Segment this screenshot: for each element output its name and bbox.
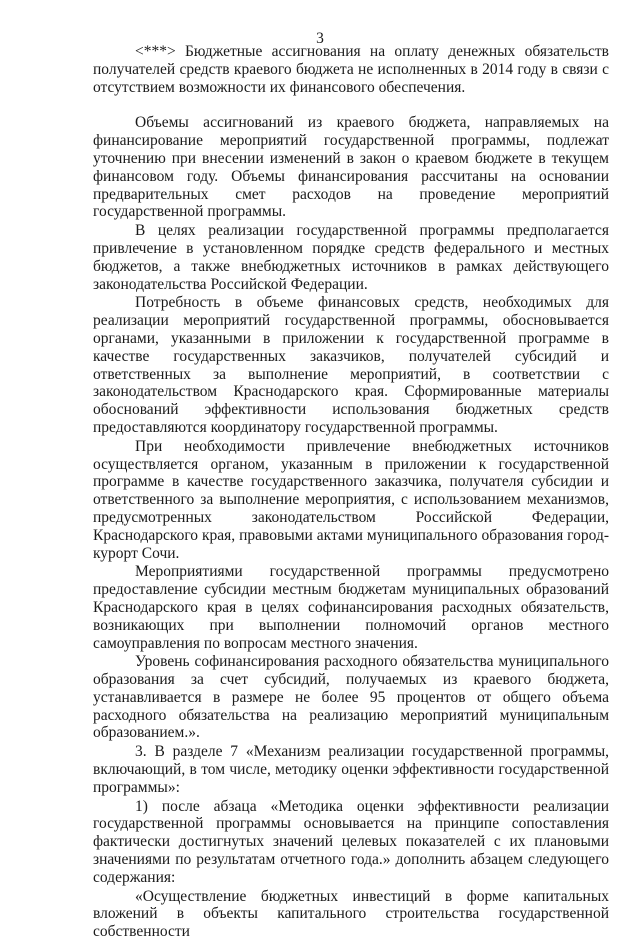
paragraph-financial-needs: Потребность в объеме финансовых средств, необходимых для реализации мероприятий государственной программы, обосновывается органами, указанными в приложении к государственной программе в качестве государственных заказчиков, получателей субсидий и ответственных за выполнение мероприятий, в соответствии с законодательством Краснодарского края. Сформированные материалы обоснований эффективности использования бюджетных средств предоставляются координатору государственной программы. [93,294,609,436]
paragraph-cofinancing: Уровень софинансирования расходного обязательства муниципального образования за счет субсидий, получаемых из краевого бюджета, устанавливается в размере не более 95 процентов от общего объема расходного обязательства на реализацию мероприятий муниципальным образованием.». [93,653,609,742]
paragraph-subsidies: Мероприятиями государственной программы предусмотрено предоставление субсидии местным бюджетам муниципальных образований Краснодарского края в целях софинансирования расходных обязательств, возникающих при выполнении полномочий органов местного самоуправления по вопросам местного значения. [93,563,609,652]
paragraph-extrabudgetary: При необходимости привлечение внебюджетных источников осуществляется органом, указанным в приложении к государственной программе в качестве государственного заказчика, получателя субсидии и ответственного за выполнение мероприятия, с использованием механизмов, предусмотренных законодательством Российской Федерации, Краснодарского края, правовыми актами муниципального образования город-курорт Сочи. [93,437,609,562]
paragraph-section-7: 3. В разделе 7 «Механизм реализации государственной программы, включающий, в том числе, методику оценки эффективности государственной программы»: [93,743,609,796]
paragraph-item-1: 1) после абзаца «Методика оценки эффективности реализации государственной программы основывается на принципе сопоставления фактически достигнутых значений целевых показателей с их плановыми значениями по результатам отчетного года.» дополнить абзацем следующего содержания: [93,797,609,886]
document-body [93,43,609,941]
paragraph-appropriations: Объемы ассигнований из краевого бюджета, направляемых на финансирование мероприятий государственной программы, подлежат уточнению при внесении изменений в закон о краевом бюджете в текущем финансовом году. Объемы финансирования рассчитаны на основании предварительных смет расходов на проведение мероприятий государственной программы. [93,114,609,221]
paragraph-investments: «Осуществление бюджетных инвестиций в форме капитальных вложений в объекты капитального строительства государственной собственности [93,887,609,941]
paragraph-footnote: <***> Бюджетные ассигнования на оплату денежных обязательств получателей средств краевого бюджета не исполненных в 2014 году в связи с отсутствием возможности их финансового обеспечения. [93,43,609,96]
paragraph-funding-sources: В целях реализации государственной программы предполагается привлечение в установленном порядке средств федерального и местных бюджетов, а также внебюджетных источников в рамках действующего законодательства Российской Федерации. [93,222,609,293]
page-number: 3 [316,30,324,47]
